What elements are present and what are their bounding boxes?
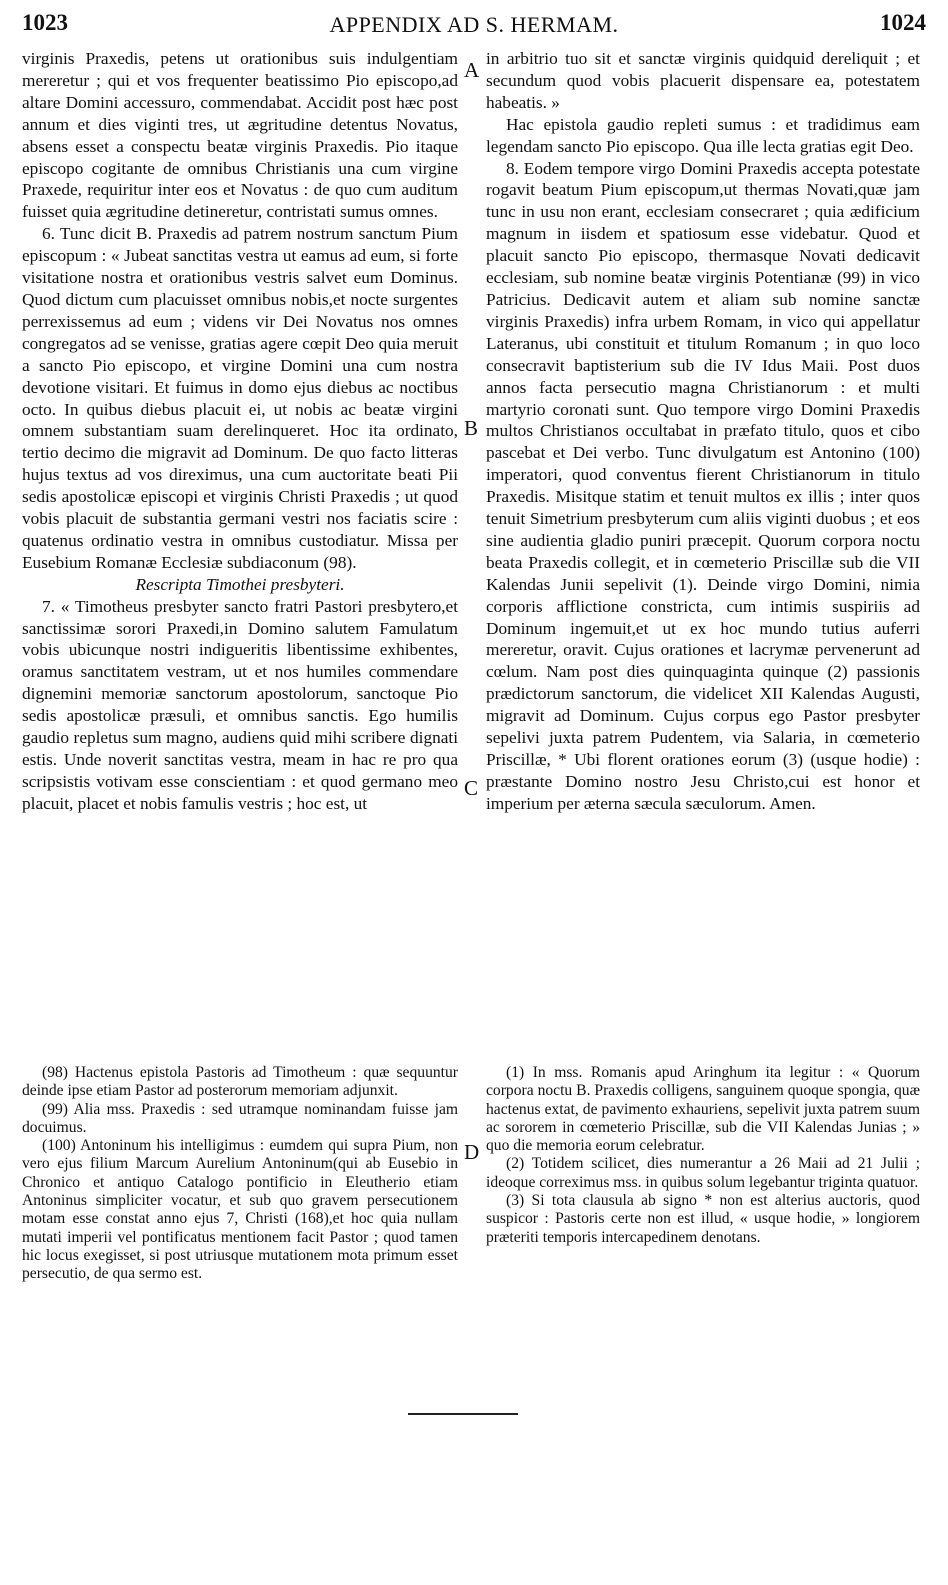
page-header (22, 6, 926, 46)
margin-marker-b: B (464, 416, 479, 440)
footnote: (2) Totidem scilicet, dies numerantur a 26 Maii ad 21 Julii ; ideoque correximus mss. in quibus solum legebantur triginta quatuor. (486, 1155, 920, 1191)
right-column (486, 48, 920, 815)
margin-marker-c: C (464, 776, 479, 800)
paragraph: 7. « Timotheus presbyter sancto fratri Pastori presbytero,et sanctissimæ sorori Praxedi,in Domino salutem Famulatum vobis ubicunque nostri indigueritis libentissime exhibentes, oramus sanctitatem vestram, ut et nos humiles commendare dignemini memoriæ sanctorum apostolorum, sanctoque Pio sedis apostolicæ præsuli, et omnibus sanctis. Ego humilis gaudio repletus sum magno, audiens quid mihi scribere dignati estis. Unde noverit sanctitas vestra, meam in hac re pro qua scripsistis votivam esse conscientiam : et quod germano meo placuit, placet et nobis famulis vestris ; hoc est, ut (22, 596, 458, 813)
running-title: APPENDIX AD S. HERMAM. (329, 12, 619, 37)
left-column (22, 48, 458, 815)
page-number-right: 1024 (880, 10, 926, 35)
footnote: (98) Hactenus epistola Pastoris ad Timotheum : quæ sequuntur deinde ipse etiam Pastor ad posterorum memoriam adjunxit. (22, 1064, 458, 1100)
paragraph: in arbitrio tuo sit et sanctæ virginis quidquid dereliquit ; et secundum quod vobis placuerit dispensare ea, potestatem habeatis. » (486, 49, 920, 112)
footnotes-right (486, 1064, 920, 1247)
paragraph: 6. Tunc dicit B. Praxedis ad patrem nostrum sanctum Pium episcopum : « Jubeat sanctitas vestra ut eamus ad eum, si forte visitatione nostra et orationibus vestris salvet eum Dominus. Quod dictum cum placuisset omnibus nobis,et nocte surgentes perrexissemus ad eum ; videns vir Dei Novatus nos omnes congregatos ad se venisse, gratias agere cœpit Deo quia meruit a sancto Pio episcopo, et virgine Domini una cum nostra devotione visitari. Et fuimus in domo ejus diebus ac noctibus octo. In quibus diebus placuit ei, ut nobis ac beatæ virgini omnem substantiam suam derelinqueret. Hoc ita ordinato, tertio decimo die migravit ad Dominum. De quo facto litteras hujus textus ad vos direximus, una cum auctoritate beati Pii sedis apostolicæ episcopi et virginis Christi Praxedis ; ut quod vobis placuit de substantia germani vestri nos faciatis scire : quatenus ordinatio vestra in omnibus custodiatur. Missa per Eusebium Romanæ Ecclesiæ subdiaconum (98). (22, 224, 458, 572)
footnote: (1) In mss. Romanis apud Aringhum ita legitur : « Quorum corpora noctu B. Praxedis colligens, sanguinem quoque spongia, quæ hactenus extat, de pavimento exhauriens, sepelivit juxta patrem suum ac sororem in cœmeterio Priscillæ, sub die VII Kalendas Junias ; » quo die memoria eorum celebratur. (486, 1064, 920, 1155)
paragraph: Hac epistola gaudio repleti sumus : et tradidimus eam legendam sancto Pio episcopo. Qua ille lecta gratias egit Deo. (486, 114, 920, 156)
footnote: (100) Antoninum his intelligimus : eumdem qui supra Pium, non vero ejus filium Marcum Aurelium Antoninum(qui ab Eusebio in Chronico et antiquo Catalogo pontificio in Eleutherio etiam Antoninus simpliciter vocatur, et sub quo gravem persecutionem motam esse constat anno ejus 7, Christi (168),et hoc quia nullam mutati imperii vel pontificatus mentionem facit Pastor ; quod tamen hic locus exegisset, si post utriusque mutationem mota primum esset persecutio, de qua sermo est. (22, 1137, 458, 1283)
paragraph: virginis Praxedis, petens ut orationibus suis indulgentiam mereretur ; qui et vos frequenter beatissimo Pio episcopo,ad altare Domini accessuro, commendabat. Accidit post hæc post annum et dies viginti tres, ut ægritudine detentus Novatus, absens esset a conspectu beatæ virginis Praxedis. Pio itaque episcopo cogitante de omnibus Christianis una cum virgine Praxede, requiritur inter eos et Novatus : de quo cum auditum fuisset quia ægritudine detineretur, contristati sumus omnes. (22, 49, 458, 222)
end-rule (408, 1413, 518, 1415)
footnote: (99) Alia mss. Praxedis : sed utramque nominandam fuisse jam docuimus. (22, 1100, 458, 1136)
footnote: (3) Si tota clausula ab signo * non est alterius auctoris, quod suspicor : Pastoris certe non est illud, « usque hodie, » longiorem præteriti temporis intercapedinem denotans. (486, 1192, 920, 1246)
margin-marker-a: A (464, 58, 480, 82)
section-heading: Rescripta Timothei presbyteri. (135, 574, 345, 594)
page-number-left: 1023 (22, 10, 68, 35)
margin-marker-d: D (464, 1140, 480, 1164)
paragraph: 8. Eodem tempore virgo Domini Praxedis accepta potestate rogavit beatum Pium episcopum,ut thermas Novati,quæ jam tunc in usu non erant, ecclesiam consecraret ; quia ædificium magnum in iisdem et spatiosum esse videbatur. Quod et placuit sancto Pio episcopo, thermasque Novati dedicavit ecclesiam, sub nomine beatæ virginis Potentianæ (99) in vico Patricius. Dedicavit autem et aliam sub nomine sanctæ virginis Praxedis) infra urbem Romam, in vico qui appellatur Lateranus, ubi constituit et titulum Romanum ; in quo loco consecravit baptisterium sub die IV Idus Maii. Post duos annos facta persecutio magna Christianorum : et multi martyrio coronati sunt. Quo tempore virgo Domini Praxedis multos Christianos occultabat in præfato titulo, quos et cibo pascebat et Dei verbo. Tunc divulgatum est Antonino (100) imperatori, quod conventus fierent Christianorum in titulo Praxedis. Misitque statim et tenuit multos ex illis ; inter quos tenuit Simetrium presbyterum cum aliis viginti duobus ; et eos sine audientia gladio puniri præcepit. Quorum corpora noctu beata Praxedis collegit, et in cœmeterio Priscillæ sub die VII Kalendas Junii sepelivit (1). Deinde virgo Domini, nimia corporis afflictione constricta, cum intimis suspiriis ad Dominum ingemuit,et ut ex hoc mundo tutius auferri mereretur, oravit. Cujus orationes et lacrymæ pervenerunt ad cœlum. Nam post dies quinquaginta quinque (2) passionis prædictorum sanctorum, die videlicet XII Kalendas Augusti, migravit ad Dominum. Cujus corpus ego Pastor presbyter sepelivi juxta patrem Pudentem, via Salaria, in cœmeterio Priscillæ, * Ubi florent orationes eorum (3) (usque hodie) : præstante Domino nostro Jesu Christo,cui est honor et imperium per æterna sæcula sæculorum. Amen. (486, 158, 920, 813)
footnotes-left (22, 1064, 458, 1284)
